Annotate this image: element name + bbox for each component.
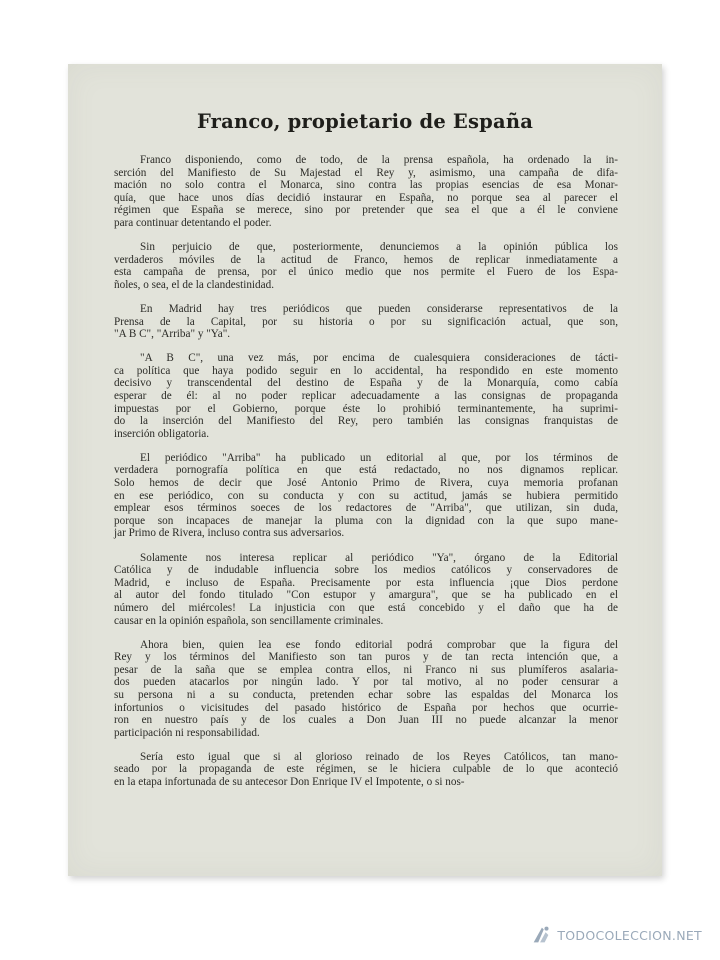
text-line: Prensa de la Capital, por su historia o por su significación actual, que son, — [114, 315, 618, 328]
watermark — [530, 924, 702, 946]
text-line: esta campaña de prensa, por el único medio que nos permite el Fuero de los Espa- — [114, 266, 618, 279]
watermark-text: TODOCOLECCION.NET — [557, 927, 702, 943]
text-line: do la inserción del Manifiesto del Rey, pero también las consignas franquistas de — [114, 415, 618, 428]
paragraph — [114, 154, 618, 230]
text-line: Rey y los términos del Manifiesto son tan puros y de tan recta intención que, a — [114, 651, 618, 664]
paragraph — [114, 241, 618, 291]
text-line: Sin perjuicio de que, posteriormente, denunciemos a la opinión pública los — [140, 241, 618, 254]
text-line: jar Primo de Rivera, incluso contra sus adversarios. — [114, 527, 345, 540]
text-line: inserción obligatoria. — [114, 427, 210, 440]
text-line: Católica y de indudable influencia sobre los medios católicos y conservadores de — [114, 564, 618, 577]
text-line: causar en la opinión española, son sencillamente criminales. — [114, 614, 384, 627]
text-line: régimen que España se merece, sino por pretender que sea el que a él le conviene — [114, 204, 618, 217]
text-line: pesar de la saña que se emplea contra ellos, ni Franco ni sus plumíferos asalaria- — [114, 663, 618, 676]
paragraph — [114, 552, 618, 628]
text-line: El periódico "Arriba" ha publicado un editorial al que, por los términos de — [140, 451, 618, 464]
text-line: en ese periódico, con su conducta y con su actitud, jamás se hubiera permitido — [114, 489, 618, 502]
text-line: quía, que hace unos días decidió instaurar en España, no porque sea al parecer el — [114, 191, 618, 204]
text-line: al autor del fondo titulado "Con estupor y amargura", que se ha publicado en el — [114, 589, 618, 602]
text-line: ca política que haya podido seguir en lo accidental, ha respondido en este momento — [114, 364, 618, 377]
text-line: Ahora bien, quien lea ese fondo editorial podrá comprobar que la figura del — [140, 638, 618, 651]
text-line: ñoles, o sea, el de la clandestinidad. — [114, 278, 274, 291]
paragraph — [114, 303, 618, 341]
text-line: verdaderos móviles de la actitud de Franco, hemos de replicar inmediatamente a — [114, 253, 618, 266]
text-line: "A B C", "Arriba" y "Ya". — [114, 328, 231, 341]
paragraph — [114, 639, 618, 740]
text-line: verdadera pornografía política en que está redactado, no nos dignamos replicar. — [114, 464, 618, 477]
text-line: infortunios o vicisitudes del pasado histórico de España por hechos que ocurrie- — [114, 701, 618, 714]
text-line: esperar de él: al no poder replicar adecuadamente a las consignas de propaganda — [114, 390, 618, 402]
text-line: su persona ni a su conducta, pretenden echar sobre las espaldas del Monarca los — [114, 688, 618, 701]
text-line: Solo hemos de decir que José Antonio Primo de Rivera, cuya memoria profanan — [114, 477, 618, 490]
text-line: Sería esto igual que si al glorioso reinado de los Reyes Católicos, tan mano- — [140, 750, 618, 763]
text-line: Franco disponiendo, como de todo, de la prensa española, ha ordenado la in- — [140, 154, 618, 166]
text-line: impuestas por el Gobierno, porque éste lo prohibió terminantemente, ha suprimi- — [114, 402, 618, 415]
paragraph — [114, 452, 618, 540]
text-line: Madrid, e incluso de España. Precisamente por esta influencia ¡que Dios perdone — [114, 576, 618, 589]
text-line: ron en nuestro país y de los cuales a Don Juan III no puede alcanzar la menor — [114, 714, 618, 727]
text-line: serción del Manifiesto de Su Majestad el Rey y, asimismo, una campaña de difa- — [114, 166, 618, 179]
text-line: Solamente nos interesa replicar al periódico "Ya", órgano de la Editorial — [140, 551, 618, 564]
paragraph — [114, 352, 618, 440]
text-line: para continuar detentando el poder. — [114, 216, 272, 229]
text-line: número del miércoles! La injusticia con que está concebido y el daño que ha de — [114, 601, 618, 614]
document-title: Franco, propietario de España — [196, 110, 534, 133]
text-line: en la etapa infortunada de su antecesor Don Enrique IV el Impotente, o si nos- — [114, 776, 465, 789]
document-sheet — [68, 64, 662, 876]
text-line: dos pueden atacarlos por ningún lado. Y por tal motivo, al no poder censurar a — [114, 676, 618, 689]
paragraph — [114, 751, 618, 789]
text-line: En Madrid hay tres periódicos que pueden considerarse representativos de la — [140, 302, 618, 315]
text-line: decisivo y transcendental del destino de España y de la Monarquía, como cabía — [114, 377, 618, 390]
text-line: seado por la propaganda de este régimen, se le hiciera culpable de lo que aconteció — [114, 763, 618, 776]
text-line: "A B C", una vez más, por encima de cualesquiera consideraciones de tácti- — [140, 352, 618, 365]
document-body — [114, 154, 618, 800]
text-line: participación ni responsabilidad. — [114, 726, 260, 739]
text-line: porque son incapaces de manejar la pluma con la dignidad con la que supo mane- — [114, 514, 618, 527]
todocoleccion-logo-icon — [530, 924, 552, 946]
text-line: mación no solo contra el Monarca, sino contra las propias esencias de esa Monar- — [114, 179, 618, 192]
text-line: emplear esos términos soeces de los redactores de "Arriba", que utilizan, sin duda, — [114, 502, 618, 515]
